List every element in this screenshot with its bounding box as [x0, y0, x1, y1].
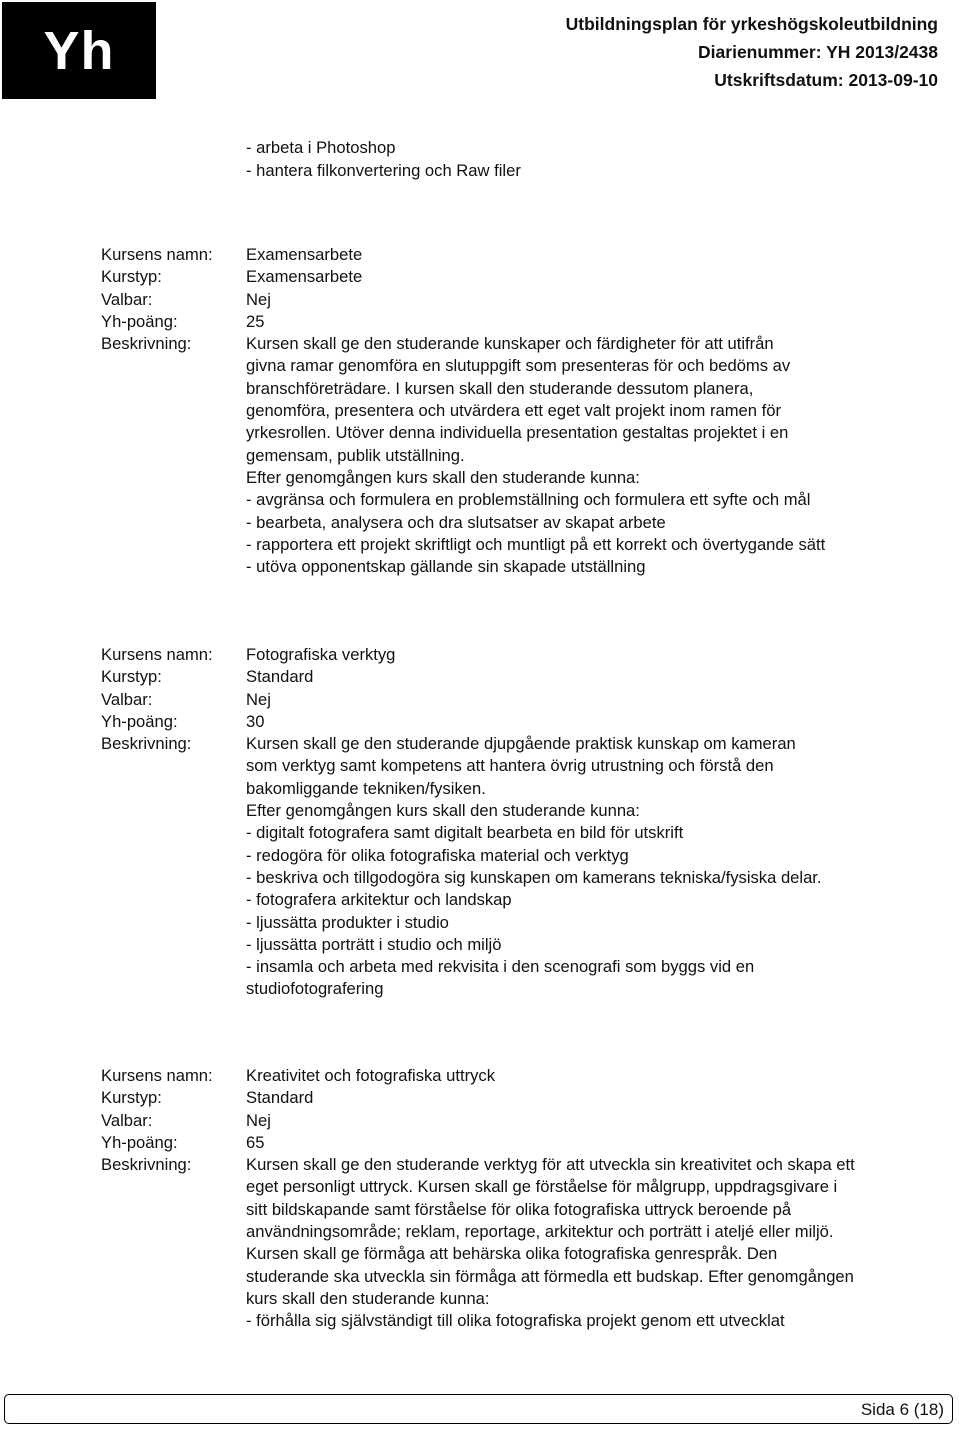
document-title: Utbildningsplan för yrkeshögskoleutbildning [565, 14, 938, 34]
course-type-label: Kurstyp: [101, 667, 162, 687]
description-line: studerande ska utveckla sin förmåga att förmedla ett budskap. Efter genomgången [246, 1266, 854, 1286]
description-line: Kursen skall ge den studerande kunskaper och färdigheter för att utifrån [246, 334, 774, 354]
description-line: - utöva opponentskap gällande sin skapade utställning [246, 557, 646, 577]
description-line: bakomliggande tekniken/fysiken. [246, 778, 486, 798]
course-type: Examensarbete [246, 267, 363, 287]
description-line: - ljussätta produkter i studio [246, 912, 449, 932]
diary-number: Diarienummer: YH 2013/2438 [698, 42, 938, 62]
page-footer [4, 1394, 953, 1424]
course-description [246, 733, 957, 1001]
description-line: - bearbeta, analysera och dra slutsatser av skapat arbete [246, 512, 666, 532]
description-line: - insamla och arbeta med rekvisita i den scenografi som byggs vid en [246, 957, 755, 977]
points-value: 65 [246, 1132, 265, 1152]
description-line: - avgränsa och formulera en problemställning och formulera ett syfte och mål [246, 490, 811, 510]
elective-label: Valbar: [101, 689, 153, 709]
document-header [566, 10, 938, 94]
course-description [246, 1154, 957, 1332]
yh-logo: Yh [2, 2, 156, 99]
description-line: givna ramar genomföra en slutuppgift som presenteras för och bedöms av [246, 356, 791, 376]
description-label: Beskrivning: [101, 334, 192, 354]
description-line: användningsområde; reklam, reportage, arkitektur och porträtt i ateljé eller miljö. [246, 1222, 834, 1242]
description-line: - beskriva och tillgodogöra sig kunskapen om kamerans tekniska/fysiska delar. [246, 867, 822, 887]
description-line: - ljussätta porträtt i studio och miljö [246, 934, 502, 954]
elective-label: Valbar: [101, 1110, 153, 1130]
elective-value: Nej [246, 1110, 271, 1130]
description-line: kurs skall den studerande kunna: [246, 1288, 490, 1308]
description-line: branschföreträdare. I kursen skall den studerande dessutom planera, [246, 378, 754, 398]
print-date: Utskriftsdatum: 2013-09-10 [714, 70, 938, 90]
course-block-fotografiska-verktyg [101, 644, 957, 1001]
list-item: - arbeta i Photoshop [246, 138, 396, 157]
page-number: Sida 6 (18) [860, 1400, 944, 1419]
description-line: yrkesrollen. Utöver denna individuella presentation gestaltas projektet i en [246, 423, 789, 443]
description-line: gemensam, publik utställning. [246, 445, 465, 465]
course-block-examensarbete [101, 244, 957, 578]
list-item: - hantera filkonvertering och Raw filer [246, 161, 521, 180]
intro-list [246, 136, 521, 182]
description-label: Beskrivning: [101, 1155, 192, 1175]
course-type-label: Kurstyp: [101, 267, 162, 287]
description-line: genomföra, presentera och utvärdera ett eget valt projekt inom ramen för [246, 401, 781, 421]
elective-label: Valbar: [101, 289, 153, 309]
elective-value: Nej [246, 689, 271, 709]
description-line: Kursen skall ge den studerande djupgående praktisk kunskap om kameran [246, 734, 796, 754]
description-label: Beskrivning: [101, 734, 192, 754]
description-line: eget personligt uttryck. Kursen skall ge förståelse för målgrupp, uppdragsgivare i [246, 1177, 838, 1197]
course-name: Examensarbete [246, 245, 363, 264]
elective-value: Nej [246, 289, 271, 309]
course-description [246, 333, 957, 578]
description-line: - redogöra för olika fotografiska material och verktyg [246, 845, 629, 865]
points-value: 30 [246, 711, 265, 731]
description-line: studiofotografering [246, 979, 384, 999]
course-name-label: Kursens namn: [101, 245, 213, 264]
description-line: - förhålla sig självständigt till olika fotografiska projekt genom ett utvecklat [246, 1311, 785, 1331]
points-label: Yh-poäng: [101, 1132, 178, 1152]
points-label: Yh-poäng: [101, 711, 178, 731]
course-type: Standard [246, 1088, 314, 1108]
description-line: - fotografera arkitektur och landskap [246, 890, 512, 910]
points-label: Yh-poäng: [101, 311, 178, 331]
description-line: Efter genomgången kurs skall den studerande kunna: [246, 801, 640, 821]
description-line: - digitalt fotografera samt digitalt bearbeta en bild för utskrift [246, 823, 684, 843]
course-name-label: Kursens namn: [101, 1066, 213, 1085]
course-name-label: Kursens namn: [101, 645, 213, 664]
points-value: 25 [246, 311, 265, 331]
description-line: sitt bildskapande samt förståelse för olika fotografiska uttryck beroende på [246, 1199, 792, 1219]
description-line: Efter genomgången kurs skall den studerande kunna: [246, 467, 640, 487]
course-name: Kreativitet och fotografiska uttryck [246, 1066, 496, 1085]
course-block-kreativitet [101, 1065, 957, 1333]
description-line: - rapportera ett projekt skriftligt och muntligt på ett korrekt och övertygande sätt [246, 534, 826, 554]
description-line: som verktyg samt kompetens att hantera övrig utrustning och förstå den [246, 756, 774, 776]
course-name: Fotografiska verktyg [246, 645, 396, 664]
description-line: Kursen skall ge förmåga att behärska olika fotografiska genrespråk. Den [246, 1244, 778, 1264]
course-type-label: Kurstyp: [101, 1088, 162, 1108]
course-type: Standard [246, 667, 314, 687]
description-line: Kursen skall ge den studerande verktyg för att utveckla sin kreativitet och skapa ett [246, 1155, 855, 1175]
